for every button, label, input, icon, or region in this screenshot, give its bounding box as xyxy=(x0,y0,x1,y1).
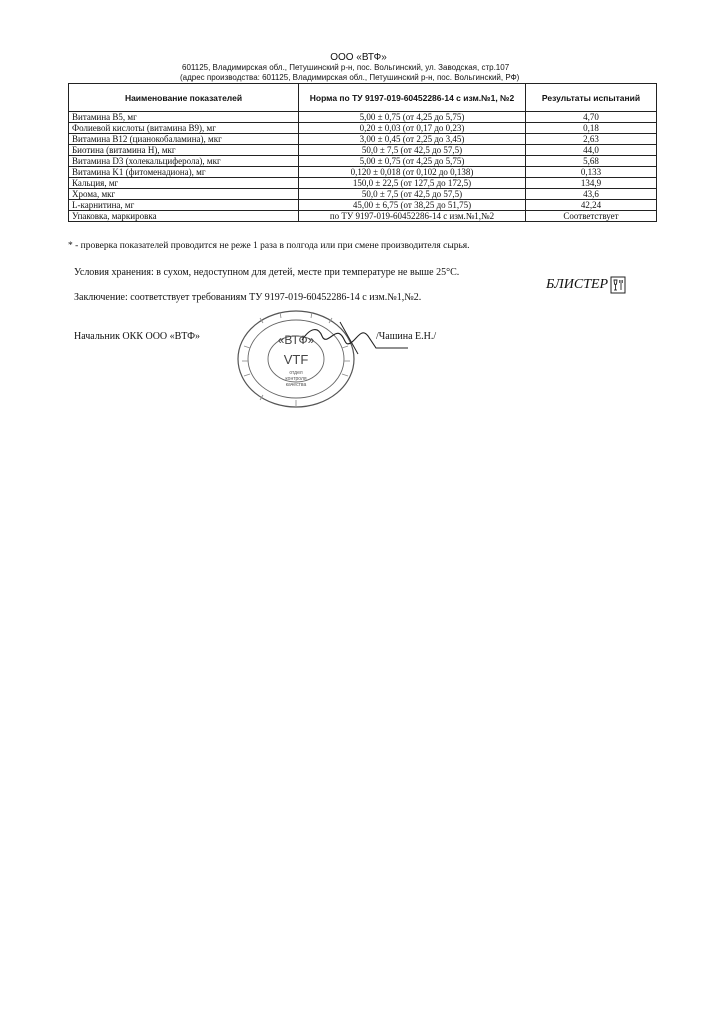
table-row xyxy=(69,211,657,222)
signatory-position: Начальник ОКК ООО «ВТФ» xyxy=(74,331,200,342)
result-cell: 43,6 xyxy=(526,189,657,200)
result-cell: Соответствует xyxy=(526,211,657,222)
blister-mark xyxy=(546,276,626,294)
header-norm: Норма по ТУ 9197-019-60452286-14 с изм.№1, №2 xyxy=(299,84,526,112)
norm-cell: 5,00 ± 0,75 (от 4,25 до 5,75) xyxy=(299,156,526,167)
result-cell: 0,18 xyxy=(526,123,657,134)
indicator-cell: Хрома, мкг xyxy=(69,189,299,200)
norm-cell: 0,120 ± 0,018 (от 0,102 до 0,138) xyxy=(299,167,526,178)
signature xyxy=(300,318,410,358)
indicator-cell: Витамина B5, мг xyxy=(69,112,299,123)
result-cell: 2,63 xyxy=(526,134,657,145)
norm-cell: 45,00 ± 6,75 (от 38,25 до 51,75) xyxy=(299,200,526,211)
table-row xyxy=(69,167,657,178)
norm-cell: по ТУ 9197-019-60452286-14 с изм.№1,№2 xyxy=(299,211,526,222)
indicator-cell: Витамина D3 (холекальциферола), мкг xyxy=(69,156,299,167)
norm-cell: 150,0 ± 22,5 (от 127,5 до 172,5) xyxy=(299,178,526,189)
indicator-cell: Упаковка, маркировка xyxy=(69,211,299,222)
org-name: ООО «ВТФ» xyxy=(330,52,387,63)
result-cell: 44,0 xyxy=(526,145,657,156)
storage-conditions: Условия хранения: в сухом, недоступном для детей, месте при температуре не выше 25°С. xyxy=(74,267,460,278)
norm-cell: 0,20 ± 0,03 (от 0,17 до 0,23) xyxy=(299,123,526,134)
stamp-line-2: контроля xyxy=(285,376,307,382)
stamp-line-3: качества xyxy=(285,382,307,388)
result-cell: 0,133 xyxy=(526,167,657,178)
header-result: Результаты испытаний xyxy=(526,84,657,112)
result-cell: 134,9 xyxy=(526,178,657,189)
production-address: (адрес производства: 601125, Владимирская обл., Петушинский р-н, пос. Вольгинский, РФ) xyxy=(180,73,520,82)
result-cell: 4,70 xyxy=(526,112,657,123)
result-cell: 5,68 xyxy=(526,156,657,167)
table-row xyxy=(69,134,657,145)
table-row xyxy=(69,145,657,156)
table-row xyxy=(69,178,657,189)
indicator-cell: Кальция, мг xyxy=(69,178,299,189)
stamp-center-text: «ВТФ» xyxy=(277,333,315,347)
conclusion: Заключение: соответствует требованиям ТУ 9197-019-60452286-14 с изм.№1,№2. xyxy=(74,292,422,303)
norm-cell: 50,0 ± 7,5 (от 42,5 до 57,5) xyxy=(299,189,526,200)
table-row xyxy=(69,189,657,200)
norm-cell: 5,00 ± 0,75 (от 4,25 до 5,75) xyxy=(299,112,526,123)
indicator-cell: Биотина (витамина H), мкг xyxy=(69,145,299,156)
table-row xyxy=(69,156,657,167)
signatory-name: /Чашина Е.Н./ xyxy=(376,331,437,342)
norm-cell: 3,00 ± 0,45 (от 2,25 до 3,45) xyxy=(299,134,526,145)
result-cell: 42,24 xyxy=(526,200,657,211)
table-row xyxy=(69,123,657,134)
stamp-line-1: отдел xyxy=(289,370,303,376)
table-header-row xyxy=(69,84,657,112)
indicator-cell: Витамина B12 (цианокобаламина), мкг xyxy=(69,134,299,145)
org-address: 601125, Владимирская обл., Петушинский р-н, пос. Вольгинский, ул. Заводская, стр.107 xyxy=(182,63,510,72)
blister-label: БЛИСТЕР xyxy=(546,277,609,292)
results-table xyxy=(68,83,657,222)
table-row xyxy=(69,200,657,211)
norm-cell: 50,0 ± 7,5 (от 42,5 до 57,5) xyxy=(299,145,526,156)
footnote: * - проверка показателей проводится не реже 1 раза в полгода или при смене производителя сырья. xyxy=(68,241,470,251)
indicator-cell: L-карнитина, мг xyxy=(69,200,299,211)
indicator-cell: Фолиевой кислоты (витамина B9), мг xyxy=(69,123,299,134)
table-row xyxy=(69,112,657,123)
indicator-cell: Витамина K1 (фитоменадиона), мг xyxy=(69,167,299,178)
glass-fork-icon xyxy=(610,276,626,294)
stamp-latin-text: VTF xyxy=(283,352,309,367)
header-indicator: Наименование показателей xyxy=(69,84,299,112)
